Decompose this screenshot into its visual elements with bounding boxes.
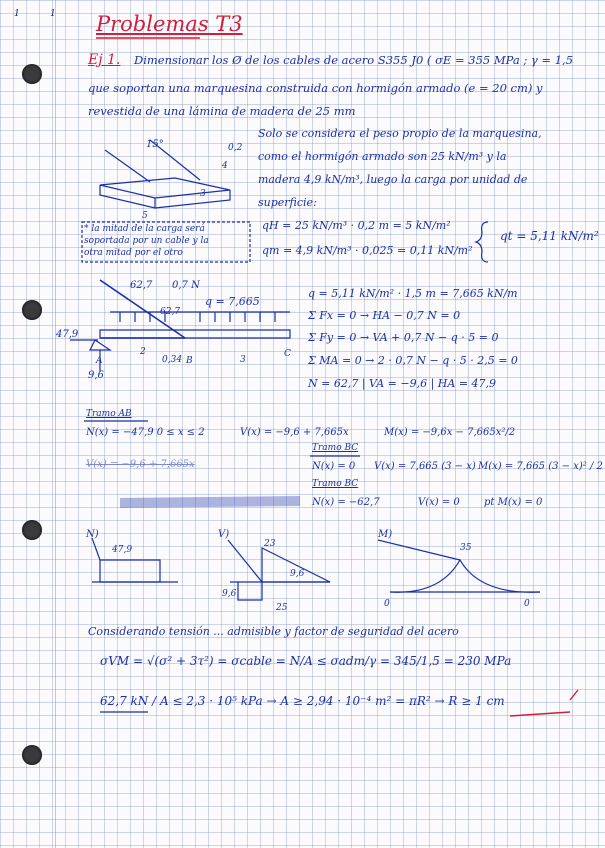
load-hormigon: qH = 25 kN/m³ · 0,2 m = 5 kN/m²: [262, 219, 451, 232]
section-title: Tramo AB: [86, 409, 132, 419]
section-n: N(x) = 0: [312, 461, 356, 472]
diagram-title: V): [218, 529, 230, 540]
section-m: M(x) = −9,6x − 7,665x²/2: [384, 427, 516, 438]
equation: Σ MA = 0 → 2 · 0,7 N − q · 5 · 2,5 = 0: [308, 354, 518, 367]
slab-sketch: [100, 178, 230, 198]
sketch-angle: 15°: [146, 139, 164, 150]
n-diagram-area: [100, 560, 160, 582]
diagram-value: 25: [276, 603, 288, 613]
sketch-dim: 3: [200, 189, 206, 199]
section-n: N(x) = −47,9 0 ≤ x ≤ 2: [86, 427, 205, 438]
section-v: V(x) = −9,6 + 7,665x: [240, 427, 349, 438]
statement-line: revestida de una lámina de madera de 25 mm: [88, 104, 356, 118]
cable-tension: 0,7 N: [172, 280, 200, 291]
final-result: 62,7 kN / A ≤ 2,3 · 10⁵ kPa → A ≥ 2,94 · 10⁻⁴ m² = πR² → R ≥ 1 cm: [100, 694, 505, 708]
side-note-box: [82, 222, 250, 262]
load-label: q = 7,665: [205, 295, 260, 308]
statement-line: que soportan una marquesina construida con hormigón armado (e = 20 cm) y: [88, 81, 543, 95]
check-mark: [570, 690, 578, 700]
result-underline: [510, 712, 570, 716]
beam-sketch: [100, 330, 290, 338]
exercise-label: Ej 1.: [88, 52, 121, 68]
diagram-title: N): [86, 529, 99, 540]
section-m: pt M(x) = 0: [484, 497, 543, 508]
red-marks: [96, 38, 578, 716]
equation: Σ Fx = 0 → HA − 0,7 N = 0: [308, 309, 461, 322]
point-label: A: [96, 356, 103, 366]
note-line: como el hormigón armado son 25 kN/m³ y la: [258, 150, 507, 163]
v-diagram-area: [262, 548, 330, 582]
sketch-dim: 5: [142, 211, 148, 221]
side-note: * la mitad de la carga será: [84, 224, 205, 234]
crossed-out-text: V(x) = −9,6 + 7,665x: [86, 459, 195, 470]
reaction-va: 9,6: [88, 370, 104, 381]
statement-line: Dimensionar los Ø de los cables de acero S355 J0 ( σE = 355 MPa ; γ = 1,5: [134, 53, 574, 67]
load-arrows: [120, 312, 275, 322]
sketch-dim: 4: [222, 161, 228, 171]
final-equation: σVM = √(σ² + 3τ²) = σcable = N/A ≤ σadm/γ = 345/1,5 = 230 MPa: [100, 654, 512, 668]
point-label: B: [186, 356, 193, 366]
note-line: Solo se considera el peso propio de la marquesina,: [258, 127, 542, 140]
side-note: otra mitad por el otro: [84, 248, 183, 258]
section-v: V(x) = 7,665 (3 − x): [374, 461, 476, 472]
diagram-value: 0: [384, 599, 390, 609]
load-total: qt = 5,11 kN/m²: [500, 229, 599, 243]
note-line: superficie:: [258, 196, 317, 209]
span-length: 3: [240, 355, 246, 365]
cable-line: [100, 280, 185, 338]
reaction-ha: 47,9: [56, 329, 79, 340]
load-madera: qm = 4,9 kN/m³ · 0,025 = 0,11 kN/m²: [262, 244, 473, 257]
diagram-value: 9,6: [222, 589, 237, 599]
diagram-value: 23: [264, 539, 276, 549]
equation: N = 62,7 | VA = −9,6 | HA = 47,9: [308, 377, 497, 390]
side-note: soportada por un cable y la: [84, 236, 209, 246]
note-line: madera 4,9 kN/m³, luego la carga por unidad de: [258, 173, 528, 186]
section-m: M(x) = 7,665 (3 − x)² / 2: [478, 461, 603, 472]
corner-mark: 1: [14, 9, 20, 19]
scribble-marks: [120, 496, 300, 508]
page-title: Problemas T3: [96, 12, 243, 36]
diagram-value: 0: [524, 599, 530, 609]
diagram-value: 9,6: [290, 569, 305, 579]
cable-tension: 62,7: [160, 307, 181, 317]
section-n: N(x) = −62,7: [312, 497, 380, 508]
m-diagram-curve: [390, 560, 540, 592]
diagram-value: 47,9: [112, 545, 133, 555]
diagram-title: M): [378, 529, 393, 540]
equation: Σ Fy = 0 → VA + 0,7 N − q · 5 = 0: [308, 331, 499, 344]
section-title: Tramo BC: [312, 479, 359, 489]
point-label: C: [284, 349, 291, 359]
pin-support: [90, 340, 110, 350]
sketch-dim: 0,2: [228, 143, 243, 153]
equation: q = 5,11 kN/m² · 1,5 m = 7,665 kN/m: [308, 287, 518, 300]
diagram-value: 35: [460, 543, 472, 553]
corner-mark: 1: [50, 9, 56, 19]
section-title: Tramo BC: [312, 443, 359, 453]
cable-tension: 62,7: [130, 280, 153, 291]
span-length: 2: [140, 347, 146, 357]
brace: [476, 222, 488, 262]
span-length: 0,34: [162, 355, 183, 365]
section-v: V(x) = 0: [418, 497, 460, 508]
final-text: Considerando tensión ... admisible y factor de seguridad del acero: [88, 625, 459, 638]
